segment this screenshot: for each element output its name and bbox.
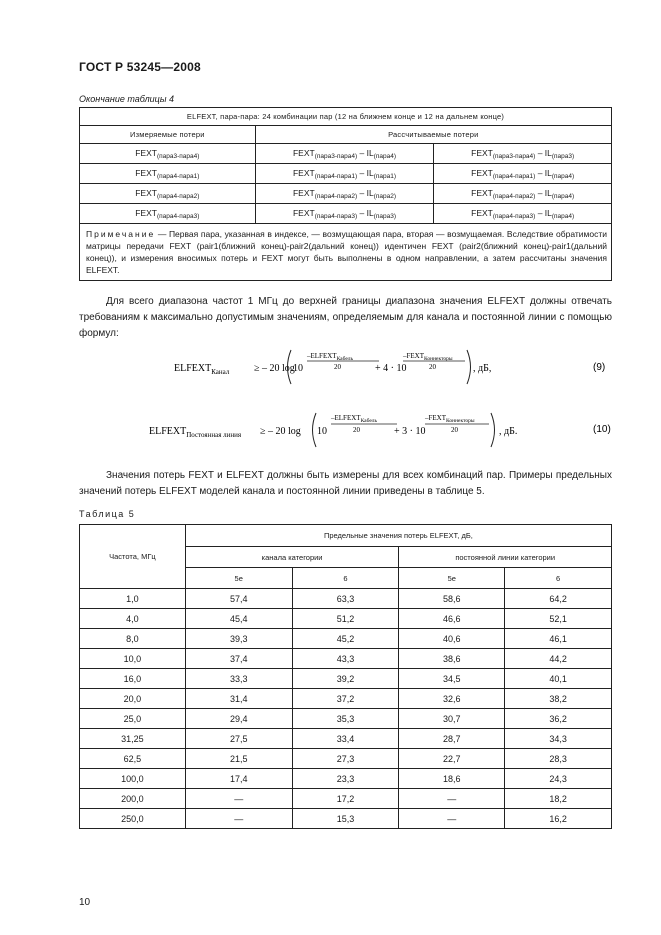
- table4-row: [80, 204, 612, 224]
- table5-row: [80, 589, 612, 609]
- table5-cell: 18,2: [505, 789, 612, 809]
- table5-cell: 37,4: [185, 649, 292, 669]
- table5-cell: 37,2: [292, 689, 399, 709]
- table5-cell: 28,3: [505, 749, 612, 769]
- table5-row: [80, 729, 612, 749]
- table5-cell: 1,0: [80, 589, 186, 609]
- table5-cell: —: [185, 789, 292, 809]
- table5-cell: 63,3: [292, 589, 399, 609]
- table5-cell: 36,2: [505, 709, 612, 729]
- f9-exp1-den: 20: [334, 363, 341, 371]
- f10-exp1-den: 20: [353, 426, 360, 434]
- table5-cell: 29,4: [185, 709, 292, 729]
- table5-cell: —: [399, 809, 505, 829]
- table5-cell: 16,0: [80, 669, 186, 689]
- table5-cell: 16,2: [505, 809, 612, 829]
- f10-left-paren: [313, 413, 317, 447]
- f9-coef: + 4 · 10: [375, 363, 407, 374]
- t4-calc-1: $FEXT_{(пара3-пара4)} - IL_{(пара4)}$: [255, 144, 434, 164]
- t5-h-ch-5e: 5e: [185, 568, 292, 589]
- f9-base: 10: [293, 363, 303, 374]
- table5-cell: 45,4: [185, 609, 292, 629]
- table5-cell: 200,0: [80, 789, 186, 809]
- table5-cell: 25,0: [80, 709, 186, 729]
- table5-cell: 17,2: [292, 789, 399, 809]
- table4-note: [80, 224, 612, 281]
- table5-cell: 23,3: [292, 769, 399, 789]
- table5-cell: 39,3: [185, 629, 292, 649]
- table5-cell: 35,3: [292, 709, 399, 729]
- table5-row: [80, 789, 612, 809]
- table5-cell: 39,2: [292, 669, 399, 689]
- table5-row: [80, 809, 612, 829]
- table5-cell: 18,6: [399, 769, 505, 789]
- f9-lhs: $ELFEXT_{Канал}$: [174, 363, 230, 376]
- t4-calc-1: $FEXT_{(пара4-пара1)} - IL_{(пара1)}$: [255, 164, 434, 184]
- table5-cell: 10,0: [80, 649, 186, 669]
- t4-calc-1: $FEXT_{(пара4-пара2)} - IL_{(пара2)}$: [255, 184, 434, 204]
- table5-cell: 52,1: [505, 609, 612, 629]
- t5-h-permanent: постоянной линии категории: [399, 547, 612, 568]
- table5-cell: 57,4: [185, 589, 292, 609]
- table5-row: [80, 629, 612, 649]
- note-label: Примечание: [86, 229, 156, 239]
- table4-row: [80, 164, 612, 184]
- table5-row: [80, 769, 612, 789]
- table5-cell: 17,4: [185, 769, 292, 789]
- table4-caption: Окончание таблицы 4: [79, 94, 174, 104]
- table5-cell: 8,0: [80, 629, 186, 649]
- table5-cell: 20,0: [80, 689, 186, 709]
- table5-cell: 44,2: [505, 649, 612, 669]
- formula-9: [79, 340, 619, 390]
- t4-calc-2: $FEXT_{(пара3-пара4)} - IL_{(пара3)}$: [434, 144, 612, 164]
- table5-cell: —: [399, 789, 505, 809]
- t5-h-ch-6: 6: [292, 568, 399, 589]
- table5-cell: 34,3: [505, 729, 612, 749]
- table4-header: ELFEXT, пара-пара: 24 комбинации пар (12 на ближнем конце и 12 на дальнем конце): [80, 108, 612, 126]
- table5-row: [80, 689, 612, 709]
- table5-cell: 34,5: [399, 669, 505, 689]
- f9-right-paren: [467, 350, 471, 384]
- t5-h-frequency: Частота, МГц: [80, 525, 186, 589]
- table5-row: [80, 669, 612, 689]
- table5-caption: Таблица 5: [79, 509, 136, 519]
- paragraph-examples: Значения потерь FEXT и ELFEXT должны быть измерены для всех комбинаций пар. Примеры предельных значений потерь ELFEXT моделей канала и постоянной линии приведены в таблице 5.: [79, 470, 612, 497]
- table5-cell: 24,3: [505, 769, 612, 789]
- table5-cell: 27,5: [185, 729, 292, 749]
- t4-calc-2: $FEXT_{(пара4-пара2)} - IL_{(пара4)}$: [434, 184, 612, 204]
- f9-exp1: $-ELFEXT_{Кабель}$: [307, 352, 354, 362]
- f10-number: (10): [593, 424, 611, 435]
- document-title: ГОСТ Р 53245—2008: [79, 60, 201, 74]
- table5-cell: 21,5: [185, 749, 292, 769]
- table5-cell: 46,6: [399, 609, 505, 629]
- f10-exp1: $-ELFEXT_{Кабель}$: [331, 414, 378, 424]
- table4-col-measured: Измеряемые потери: [80, 126, 256, 144]
- table5-cell: 250,0: [80, 809, 186, 829]
- t5-h-limits: Предельные значения потерь ELFEXT, дБ,: [185, 525, 611, 547]
- table5-cell: 4,0: [80, 609, 186, 629]
- f10-relation: ≥ – 20 log: [260, 426, 301, 437]
- note-text: — Первая пара, указанная в индексе, — возмущающая пара, вторая — возмущаемая. Вследствие обратимости матрицы передачи FEXT (pair1(ближний конец)-pair2(дальний конец)) идентичен FEXT (pair2(ближний конец)-pair1(дальний конец)), и измерения вносимых потерь и FEXT могут быть выполнены в одном направлении, а затем рассчитаны значения ELFEXT.: [86, 229, 607, 275]
- t4-calc-1: $FEXT_{(пара4-пара3)} - IL_{(пара3)}$: [255, 204, 434, 224]
- table5-row: [80, 709, 612, 729]
- t5-h-pl-6: 6: [505, 568, 612, 589]
- table5-cell: 32,6: [399, 689, 505, 709]
- t5-h-channel: канала категории: [185, 547, 399, 568]
- f9-number: (9): [593, 362, 606, 373]
- table5-cell: 30,7: [399, 709, 505, 729]
- formula-10: [79, 404, 619, 454]
- table5-cell: 46,1: [505, 629, 612, 649]
- t4-measured: $FEXT_{(пара4-пара2)}$: [80, 184, 256, 204]
- table5-cell: 64,2: [505, 589, 612, 609]
- f9-exp2: $-FEXT_{Коннекторы}$: [403, 352, 453, 362]
- f10-lhs: $ELFEXT_{Постоянная линия}$: [149, 426, 242, 439]
- page-number: 10: [79, 897, 91, 908]
- table5-cell: 38,6: [399, 649, 505, 669]
- table5-cell: 100,0: [80, 769, 186, 789]
- f10-exp2: $-FEXT_{Коннекторы}$: [425, 414, 475, 424]
- table5-cell: 38,2: [505, 689, 612, 709]
- f10-unit: , дБ.: [499, 426, 518, 437]
- table5-cell: 15,3: [292, 809, 399, 829]
- f10-right-paren: [491, 413, 495, 447]
- f10-exp2-den: 20: [451, 426, 458, 434]
- table5-cell: 33,4: [292, 729, 399, 749]
- table5-cell: 58,6: [399, 589, 505, 609]
- t4-calc-2: $FEXT_{(пара4-пара3)} - IL_{(пара4)}$: [434, 204, 612, 224]
- table4-col-calculated: Рассчитываемые потери: [255, 126, 611, 144]
- table5-cell: 33,3: [185, 669, 292, 689]
- t4-measured: $FEXT_{(пара4-пара1)}$: [80, 164, 256, 184]
- table5-cell: 22,7: [399, 749, 505, 769]
- t5-h-pl-5e: 5e: [399, 568, 505, 589]
- table5-row: [80, 749, 612, 769]
- t4-measured: $FEXT_{(пара4-пара3)}$: [80, 204, 256, 224]
- table5: [79, 524, 612, 829]
- table5-cell: 40,1: [505, 669, 612, 689]
- paragraph-formula-intro: Для всего диапазона частот 1 МГц до верхней границы диапазона значения ELFEXT должны отвечать требованиям к максимально допустимым значениям, определяемым для канала и постоянной линии с помощью формул:: [79, 296, 612, 339]
- table5-cell: 28,7: [399, 729, 505, 749]
- table5-cell: —: [185, 809, 292, 829]
- t4-measured: $FEXT_{(пара3-пара4)}$: [80, 144, 256, 164]
- table5-cell: 62,5: [80, 749, 186, 769]
- t4-calc-2: $FEXT_{(пара4-пара1)} - IL_{(пара4)}$: [434, 164, 612, 184]
- table4: [79, 107, 612, 281]
- f10-coef: + 3 · 10: [394, 426, 426, 437]
- table5-cell: 27,3: [292, 749, 399, 769]
- table5-cell: 51,2: [292, 609, 399, 629]
- f9-unit: , дБ,: [473, 363, 492, 374]
- table5-cell: 31,25: [80, 729, 186, 749]
- f9-relation: ≥ – 20 log: [254, 363, 295, 374]
- table5-cell: 31,4: [185, 689, 292, 709]
- table5-row: [80, 649, 612, 669]
- table4-row: [80, 144, 612, 164]
- table5-row: [80, 609, 612, 629]
- f10-base: 10: [317, 426, 327, 437]
- table5-cell: 45,2: [292, 629, 399, 649]
- f9-exp2-den: 20: [429, 363, 436, 371]
- table5-cell: 43,3: [292, 649, 399, 669]
- table5-cell: 40,6: [399, 629, 505, 649]
- table4-row: [80, 184, 612, 204]
